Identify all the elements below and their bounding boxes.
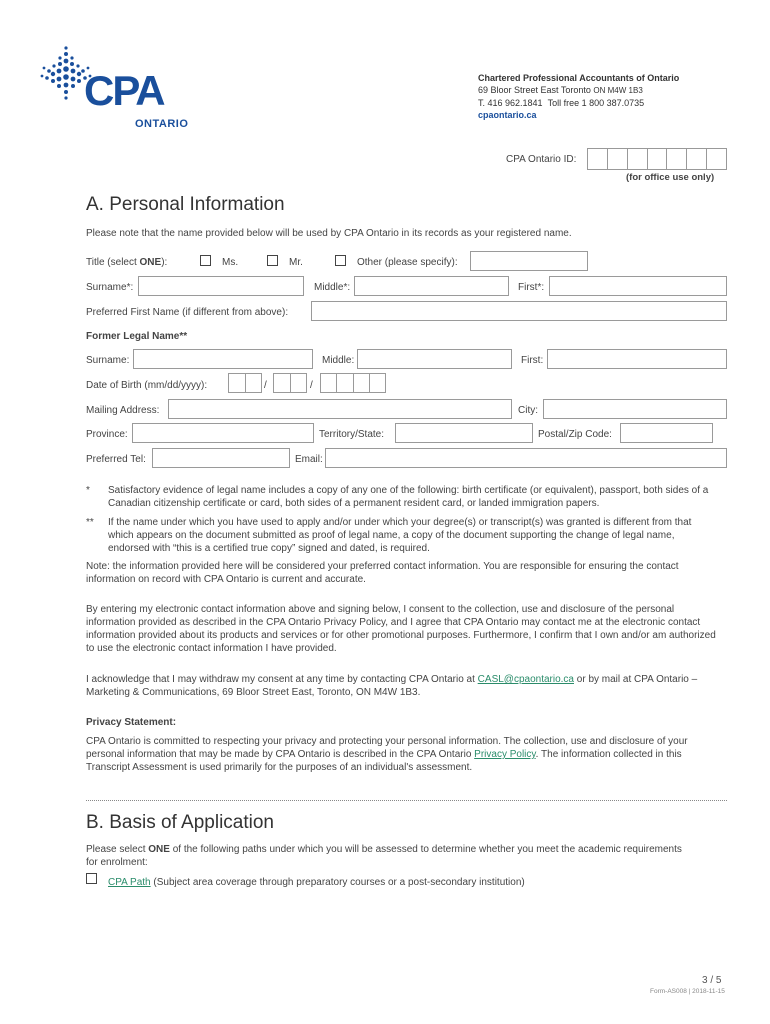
dob-slash-1: / <box>264 380 267 391</box>
preferred-first-label: Preferred First Name (if different from above): <box>86 307 289 318</box>
office-use-note: (for office use only) <box>626 172 715 183</box>
address-postal: ON M4W 1B3 <box>593 86 643 95</box>
privacy-heading: Privacy Statement: <box>86 717 177 728</box>
surname-req-label: Surname*: <box>86 282 134 293</box>
cpa-path-option <box>108 876 525 889</box>
territory-label: Territory/State: <box>319 429 385 440</box>
dob-year[interactable] <box>320 373 386 393</box>
note1-text: Satisfactory evidence of legal name includes a copy of any one of the following: birth certificate (or equivalent), passport, both sides of a Canadian citizenship certificate or card, both sides of a permanent resident card, or landed immigration papers. <box>108 485 709 509</box>
consent-text: By entering my electronic contact information above and signing below, I consent to the collection, use and disclosure of the personal information provided as described in the CPA Ontario Privacy Policy, and I agree that CPA Ontario may contact me at the electronic contact information provided about its products and services or for other promotional purposes. Furthermore, I confirm that I own and/or am authorized to use the electronic contact information I have provided. <box>86 604 716 654</box>
province-input[interactable] <box>132 423 314 443</box>
other-checkbox[interactable] <box>335 255 346 266</box>
middle-input[interactable] <box>354 276 509 296</box>
cpa-path-checkbox[interactable] <box>86 873 97 884</box>
cpa-ontario-logo <box>38 44 198 134</box>
note1-mark: * <box>86 485 90 496</box>
other-title-input[interactable] <box>470 251 588 271</box>
privacy-part-b: . The information collected in this Transcript Assessment is used primarily for the purposes of an individual's assessment. <box>86 749 682 773</box>
postal-input[interactable] <box>620 423 713 443</box>
territory-input[interactable] <box>395 423 533 443</box>
intro-one: ONE <box>148 844 170 855</box>
ms-checkbox[interactable] <box>200 255 211 266</box>
org-name: Chartered Professional Accountants of Ontario <box>478 73 680 83</box>
org-contact-block <box>478 72 679 121</box>
mailing-label: Mailing Address: <box>86 405 160 416</box>
province-label: Province: <box>86 429 128 440</box>
mailing-input[interactable] <box>168 399 512 419</box>
mr-checkbox[interactable] <box>267 255 278 266</box>
cpa-wordmark: CPA <box>84 67 164 114</box>
first-input[interactable] <box>549 276 727 296</box>
withdraw-part-b: or by mail at CPA Ontario – Marketing & Communications, 69 Bloor Street East, Toronto, ON M4W 1B3. <box>86 674 698 698</box>
note2-text: If the name under which you have used to apply and/or under which your degree(s) or transcript(s) was granted is different from that which appears on the document submitted as proof of legal name, a copy of the document supporting the change of legal name, endorsed with “this is a certified true copy” signed and dated, is required. <box>108 517 692 554</box>
section-divider <box>86 800 727 801</box>
withdraw-text <box>86 673 722 699</box>
city-label: City: <box>518 405 538 416</box>
surname-input[interactable] <box>138 276 304 296</box>
privacy-part-a: CPA Ontario is committed to respecting your privacy and protecting your personal information. The collection, use and disclosure of your personal information that may be made by CPA Ontario is described in the CPA Ontario <box>86 736 688 760</box>
page-number: 3 / 5 <box>702 975 722 986</box>
ms-label: Ms. <box>222 257 239 268</box>
former-first-label: First: <box>521 355 544 366</box>
address-street: 69 Bloor Street East Toronto <box>478 85 591 95</box>
section-a-intro: Please note that the name provided below will be used by CPA Ontario in its records as your registered name. <box>86 228 572 239</box>
former-middle-input[interactable] <box>357 349 512 369</box>
form-id: Form-AS008 | 2018-11-15 <box>650 988 725 995</box>
contact-note: Note: the information provided here will be considered your preferred contact information. You are responsible for ensuring the contact information on record with CPA Ontario is current and accurate. <box>86 561 679 585</box>
title-prefix: Title (select <box>86 257 140 268</box>
mr-label: Mr. <box>289 257 303 268</box>
privacy-policy-link[interactable]: Privacy Policy <box>474 749 536 760</box>
former-surname-label: Surname: <box>86 355 130 366</box>
former-first-input[interactable] <box>547 349 727 369</box>
title-select-label <box>86 257 167 268</box>
cpa-id-field[interactable] <box>587 148 727 170</box>
ontario-wordmark: ONTARIO <box>135 118 189 130</box>
section-b-intro <box>86 843 686 869</box>
section-b-title: B. Basis of Application <box>86 812 274 833</box>
former-middle-label: Middle: <box>322 355 355 366</box>
postal-label: Postal/Zip Code: <box>538 429 612 440</box>
cpa-path-link[interactable]: CPA Path <box>108 877 151 888</box>
city-input[interactable] <box>543 399 727 419</box>
dob-label: Date of Birth (mm/dd/yyyy): <box>86 380 208 391</box>
org-phone <box>478 97 679 109</box>
pref-tel-input[interactable] <box>152 448 290 468</box>
former-name-heading: Former Legal Name** <box>86 331 188 342</box>
pref-tel-label: Preferred Tel: <box>86 454 146 465</box>
cpa-path-description: (Subject area coverage through preparatory courses or a post-secondary institution) <box>150 877 525 888</box>
email-label: Email: <box>295 454 323 465</box>
phone: T. 416 962.1841 <box>478 98 543 108</box>
cpa-id-label: CPA Ontario ID: <box>506 154 577 165</box>
former-surname-input[interactable] <box>133 349 313 369</box>
intro-part-a: Please select <box>86 844 149 855</box>
dob-day[interactable] <box>273 373 307 393</box>
middle-req-label: Middle*: <box>314 282 351 293</box>
org-address <box>478 84 679 97</box>
section-a-title: A. Personal Information <box>86 194 285 215</box>
intro-part-b: of the following paths under which you will be assessed to determine whether you meet the academic requirements for enrolment: <box>86 844 682 868</box>
casl-email-link[interactable]: CASL@cpaontario.ca <box>477 674 574 685</box>
withdraw-part-a: I acknowledge that I may withdraw my consent at any time by contacting CPA Ontario at <box>86 674 478 685</box>
title-one: ONE <box>139 257 162 268</box>
dob-month[interactable] <box>228 373 262 393</box>
tollfree: Toll free 1 800 387.0735 <box>547 98 645 108</box>
preferred-first-input[interactable] <box>311 301 727 321</box>
dob-slash-2: / <box>310 380 313 391</box>
email-input[interactable] <box>325 448 727 468</box>
note2-mark: ** <box>86 517 94 528</box>
other-label: Other (please specify): <box>357 257 458 268</box>
title-suffix: ): <box>161 257 168 268</box>
org-website-link[interactable]: cpaontario.ca <box>478 110 537 120</box>
first-req-label: First*: <box>518 282 545 293</box>
privacy-text <box>86 735 722 774</box>
